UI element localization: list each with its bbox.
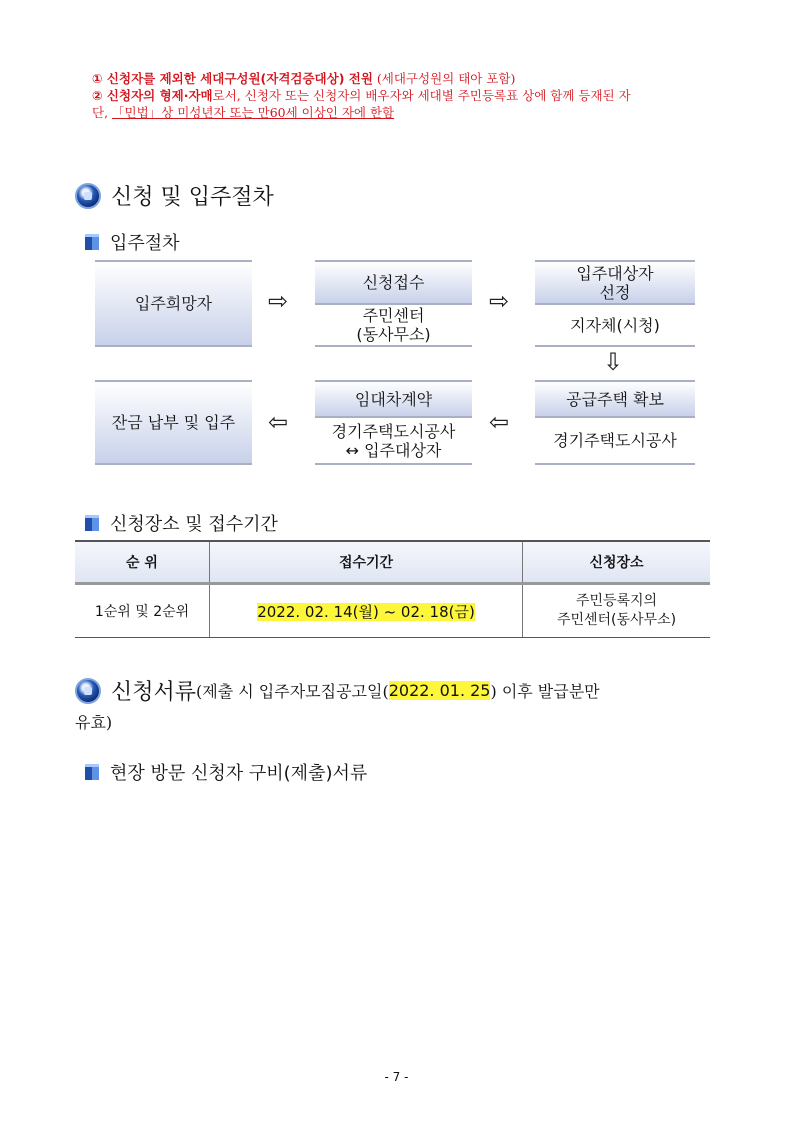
documents-note-suffix: ) 이후 발급분만 [490,682,600,701]
header-period: 접수기간 [210,541,523,584]
note-1-rest: (세대구성원의 태아 포함) [372,71,516,86]
section-bullet-icon [75,183,101,209]
section-documents [75,675,735,706]
subsection-title-text: 신청장소 및 접수기간 [110,514,278,535]
flow-receipt-head [315,260,472,305]
announcement-date: 2022. 01. 25 [388,681,491,700]
period-highlight: 2022. 02. 14(월) ~ 02. 18(금) [257,602,475,621]
subsection-title-text: 입주절차 [110,233,180,254]
left-arrow-icon: ⇦ [489,408,510,436]
eligibility-notes [92,70,732,121]
cell-place: 주민등록지의 주민센터(동사무소) [523,584,711,638]
flow-receipt-head-label: 신청접수 [362,273,425,292]
header-place: 신청장소 [523,541,711,584]
flow-receipt-body [315,305,472,347]
flow-receipt-body-label: 주민센터 (동사무소) [356,306,431,344]
note-2-bold: ② 신청자의 형제·자매 [92,88,213,103]
documents-note-wrap: 유효) [75,713,113,732]
cube-bullet-icon [85,234,100,251]
flow-final-label: 잔금 납부 및 입주 [111,413,236,432]
flow-contract-head [315,380,472,418]
subsection-move-in-procedure [85,229,180,255]
flow-secure-head-label: 공급주택 확보 [566,389,664,409]
subsection-place-period [85,510,278,536]
note-3-prefix: 단, [92,105,113,120]
down-arrow-icon: ⇩ [603,348,624,376]
note-2-rest: 로서, 신청자 또는 신청자의 배우자와 세대별 주민등록표 상에 함께 등재된 자 [212,88,631,103]
subsection-title-text: 현장 방문 신청자 구비(제출)서류 [110,763,368,784]
flow-select-body [535,305,695,347]
table-row [75,584,710,638]
note-1-bold: ① 신청자를 제외한 세대구성원(자격검증대상) 전원 [92,71,373,86]
flow-applicant-box [95,260,252,347]
cell-rank: 1순위 및 2순위 [75,584,210,638]
flow-secure-body [535,418,695,465]
section-title-text: 신청 및 입주절차 [111,185,274,210]
flow-applicant-label: 입주희망자 [134,294,213,313]
right-arrow-icon: ⇨ [268,287,289,315]
flow-contract-body-label: 경기주택도시공사 ↔ 입주대상자 [331,421,456,460]
section-title-text: 신청서류 [111,680,197,705]
page-number: - 7 - [384,1070,409,1084]
table-header-row [75,541,710,584]
flow-secure-body-label: 경기주택도시공사 [553,431,677,450]
left-arrow-icon: ⇦ [268,408,289,436]
cube-bullet-icon [85,515,100,532]
section-bullet-icon [75,678,101,704]
flow-select-body-label: 지자체(시청) [570,315,660,335]
section-procedure-title [75,180,274,211]
flow-select-head-label: 입주대상자 선정 [576,263,654,302]
flow-secure-head [535,380,695,418]
cell-period [210,584,523,638]
flow-final-box [95,380,252,465]
header-rank: 순 위 [75,541,210,584]
flow-contract-head-label: 임대차계약 [354,389,433,409]
flow-contract-body [315,418,472,465]
right-arrow-icon: ⇨ [489,287,510,315]
note-3-underlined: 「민법」상 미성년자 또는 만60세 이상인 자에 한함 [112,105,395,120]
schedule-table [75,540,710,638]
flow-select-head [535,260,695,305]
cube-bullet-icon [85,764,100,781]
documents-note-prefix: (제출 시 입주자모집공고일( [196,682,389,701]
subsection-visit-documents [85,759,367,785]
